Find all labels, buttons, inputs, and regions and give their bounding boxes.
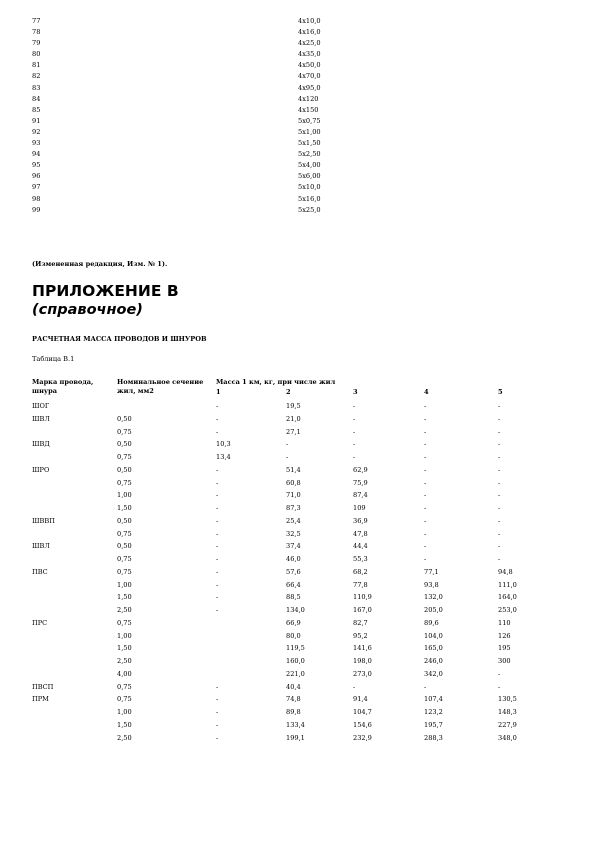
header-section [117,378,203,396]
list-item-code: 97 [32,183,41,192]
list-item-section: 4x25,0 [298,39,321,48]
cell-section: 0,50 [117,516,132,525]
cell-mass-2: 74,8 [286,695,301,704]
list-item-code: 85 [32,105,41,114]
cell-mass-3: 273,0 [353,669,372,678]
cell-mass-1: - [216,695,219,704]
cell-mass-4: 342,0 [424,669,443,678]
header-core-2: 2 [286,388,291,396]
cell-section: 1,50 [117,644,132,653]
cell-mass-2: 66,4 [286,580,301,589]
cell-brand: ПРМ [32,695,49,704]
table-row [0,671,595,684]
table-row [0,505,595,518]
cell-mass-3: 68,2 [353,567,368,576]
cell-mass-1: - [216,580,219,589]
list-item-section: 5x16,0 [298,194,321,203]
list-item-code: 98 [32,194,41,203]
cell-mass-2: - [286,453,289,461]
cell-mass-5: 300 [498,657,511,665]
list-item-section: 4x35,0 [298,50,321,59]
list-item-section: 4x120 [298,94,319,103]
list-item-code: 92 [32,127,41,136]
cell-mass-1: - [216,491,219,500]
cell-mass-3: 167,0 [353,606,372,614]
table-row [0,556,595,569]
cell-mass-1: - [216,529,219,538]
list-item-code: 99 [32,205,41,214]
cell-mass-4: - [424,414,427,423]
table-row [0,441,595,454]
cell-section: 4,00 [117,669,132,678]
list-item-section: 5x4,00 [298,161,321,170]
cell-mass-5: - [498,669,501,678]
cell-mass-1: 13,4 [216,453,231,461]
cell-mass-5: - [498,440,501,449]
list-item-section: 5x2,50 [298,150,321,159]
cell-mass-4: - [424,516,427,525]
cell-mass-4: - [424,555,427,563]
table-row [0,735,595,748]
table-row [0,709,595,722]
header-brand [32,378,93,396]
list-item [32,62,332,73]
cell-mass-5: 227,9 [498,720,517,729]
cell-section: 0,75 [117,695,132,704]
cell-mass-4: - [424,529,427,538]
table-row [0,620,595,633]
header-core-3: 3 [353,388,358,396]
cell-section: 1,00 [117,708,132,716]
list-item [32,18,332,29]
header-brand-line1: Марка провода, [32,378,94,386]
cell-mass-2: 37,4 [286,542,301,551]
cell-mass-5: 110 [498,618,511,627]
cell-mass-1: - [216,427,219,436]
table-row [0,607,595,620]
cell-section: 0,75 [117,478,132,487]
list-item [32,107,332,118]
cell-mass-3: 77,8 [353,580,368,589]
cell-mass-2: 40,4 [286,682,301,691]
table-row [0,569,595,582]
cell-mass-3: 110,9 [353,593,372,602]
list-item-code: 79 [32,39,41,48]
cell-mass-4: 89,6 [424,618,439,627]
list-item [32,140,332,151]
cell-mass-2: 60,8 [286,478,301,487]
list-item-section: 5x1,00 [298,127,321,136]
cell-section: 2,50 [117,657,132,665]
cell-mass-2: 27,1 [286,427,301,436]
cell-mass-4: - [424,440,427,449]
cell-mass-3: 36,9 [353,516,368,525]
cell-mass-3: - [353,440,356,449]
list-item-section: 5x25,0 [298,205,321,214]
cell-mass-5: - [498,414,501,423]
cell-section: 2,50 [117,733,132,742]
cell-mass-5: - [498,682,501,691]
cell-section: 0,75 [117,618,132,627]
cell-mass-4: 104,0 [424,631,443,640]
list-item [32,151,332,162]
cell-mass-3: 44,4 [353,542,368,551]
cell-mass-4: - [424,465,427,474]
cell-mass-4: - [424,453,427,461]
cell-mass-2: 88,5 [286,593,301,602]
list-item-code: 93 [32,139,41,148]
cell-mass-2: 25,4 [286,516,301,525]
header-core-1: 1 [216,388,221,396]
list-item-code: 83 [32,83,41,92]
cell-mass-3: - [353,682,356,691]
cell-mass-2: 221,0 [286,669,305,678]
cell-mass-3: 154,6 [353,720,372,729]
cell-section: 0,75 [117,453,132,461]
cell-section: 1,00 [117,491,132,500]
header-core-4: 4 [424,388,429,396]
table-row [0,467,595,480]
cell-mass-2: 87,3 [286,504,301,512]
cell-mass-5: - [498,465,501,474]
cell-mass-1: - [216,720,219,729]
list-item-code: 80 [32,50,41,59]
cell-brand: ШВЛ [32,542,50,551]
list-item-section: 4x10,0 [298,17,321,25]
table-row [0,658,595,671]
amendment-note: (Измененная редакция, Изм. № 1). [32,260,168,268]
cell-mass-3: 232,9 [353,733,372,742]
cell-mass-1: 10,3 [216,440,231,449]
cell-mass-2: 21,0 [286,414,301,423]
cell-mass-1: - [216,733,219,742]
cell-mass-2: 57,6 [286,567,301,576]
cell-mass-4: - [424,427,427,436]
list-item-code: 77 [32,17,41,25]
list-item-code: 84 [32,94,41,103]
header-brand-line2: шнура [32,387,58,395]
list-item [32,207,332,218]
cell-mass-5: - [498,402,501,410]
list-item-code: 82 [32,72,41,81]
cell-section: 1,50 [117,720,132,729]
mass-table-body [0,403,595,747]
list-item-code: 94 [32,150,41,159]
cell-mass-3: - [353,414,356,423]
cell-mass-1: - [216,478,219,487]
cell-mass-4: 165,0 [424,644,443,653]
cell-mass-4: - [424,478,427,487]
cell-mass-4: 205,0 [424,606,443,614]
cell-section: 2,50 [117,606,132,614]
appendix-title: ПРИЛОЖЕНИЕ В [32,282,179,300]
cell-mass-3: - [353,453,356,461]
cell-section: 0,50 [117,542,132,551]
cell-mass-4: 195,7 [424,720,443,729]
cell-section: 1,00 [117,631,132,640]
cell-section: 0,75 [117,555,132,563]
list-item [32,40,332,51]
list-item [32,85,332,96]
table-label: Таблица В.1 [32,355,75,363]
cell-mass-2: 89,8 [286,708,301,716]
cell-brand: ШОГ [32,402,50,410]
list-item [32,196,332,207]
list-item [32,51,332,62]
cell-mass-3: - [353,402,356,410]
list-item-section: 5x0,75 [298,116,321,125]
cell-mass-2: 71,0 [286,491,301,500]
cell-mass-2: 119,5 [286,644,305,653]
cell-mass-3: 75,9 [353,478,368,487]
list-item-section: 4x70,0 [298,72,321,81]
cell-mass-1: - [216,555,219,563]
header-mass: Масса 1 км, кг, при числе жил [216,378,336,386]
list-item [32,173,332,184]
cell-mass-2: 19,5 [286,402,301,410]
cell-mass-5: 130,5 [498,695,517,704]
list-item [32,184,332,195]
cell-mass-5: 253,0 [498,606,517,614]
header-section-line1: Номинальное сечение [117,378,204,386]
cell-mass-2: 32,5 [286,529,301,538]
table-row [0,416,595,429]
cell-mass-2: 46,0 [286,555,301,563]
cell-mass-5: - [498,504,501,512]
cell-mass-3: 55,3 [353,555,368,563]
list-item-code: 81 [32,61,41,70]
list-item-code: 78 [32,28,41,37]
cell-mass-4: 288,3 [424,733,443,742]
cell-mass-3: - [353,427,356,436]
cell-section: 0,75 [117,529,132,538]
cell-mass-4: 93,8 [424,580,439,589]
table-caption: РАСЧЕТНАЯ МАССА ПРОВОДОВ И ШНУРОВ [32,335,207,343]
cell-mass-5: - [498,516,501,525]
cell-mass-5: - [498,427,501,436]
cell-mass-1: - [216,682,219,691]
list-item-section: 4x50,0 [298,61,321,70]
list-item-section: 5x1,50 [298,139,321,148]
cell-mass-5: 195 [498,644,511,653]
cell-mass-2: 66,9 [286,618,301,627]
cell-mass-1: - [216,708,219,716]
cell-mass-4: - [424,504,427,512]
cell-mass-4: 77,1 [424,567,439,576]
cell-section: 0,50 [117,465,132,474]
cell-brand: ПРС [32,618,48,627]
cell-mass-5: 111,0 [498,580,517,589]
list-item-code: 91 [32,116,41,125]
cell-section: 0,75 [117,427,132,436]
cell-section: 0,50 [117,440,132,449]
cell-mass-4: - [424,542,427,551]
table-row [0,429,595,442]
cell-mass-4: - [424,491,427,500]
list-item [32,118,332,129]
list-item-section: 4x150 [298,105,319,114]
list-item-section: 4x95,0 [298,83,321,92]
cell-mass-5: - [498,529,501,538]
cell-mass-3: 82,7 [353,618,368,627]
list-item [32,29,332,40]
cell-mass-2: 51,4 [286,465,301,474]
cell-mass-2: 80,0 [286,631,301,640]
cell-mass-3: 91,4 [353,695,368,704]
cell-mass-1: - [216,402,219,410]
cell-mass-1: - [216,516,219,525]
cell-mass-3: 198,0 [353,657,372,665]
cell-mass-2: - [286,440,289,449]
appendix-subtitle: (справочное) [32,302,143,318]
cell-brand: ШРО [32,465,50,474]
header-section-line2: жил, мм2 [117,387,154,395]
cell-mass-5: - [498,478,501,487]
cell-mass-5: - [498,453,501,461]
cell-mass-2: 134,0 [286,606,305,614]
list-item-code: 95 [32,161,41,170]
cell-section: 1,50 [117,593,132,602]
cell-brand: ШВЛ [32,414,50,423]
cell-mass-5: - [498,491,501,500]
cell-section: 0,75 [117,682,132,691]
cell-mass-5: - [498,555,501,563]
cell-mass-4: - [424,402,427,410]
cell-brand: ШВД [32,440,50,449]
cell-brand: ПВС [32,567,48,576]
cell-mass-1: - [216,567,219,576]
table-row [0,454,595,467]
cell-section: 1,50 [117,504,132,512]
cell-mass-3: 95,2 [353,631,368,640]
cell-section: 0,50 [117,414,132,423]
table-row [0,403,595,416]
cell-mass-1: - [216,606,219,614]
cell-mass-3: 47,8 [353,529,368,538]
list-item [32,162,332,173]
cell-mass-1: - [216,504,219,512]
list-item-section: 4x16,0 [298,28,321,37]
header-core-5: 5 [498,388,503,396]
cell-mass-1: - [216,465,219,474]
cell-mass-5: 126 [498,631,511,640]
cell-mass-1: - [216,414,219,423]
cell-mass-3: 141,6 [353,644,372,653]
table-row [0,722,595,735]
cell-section: 0,75 [117,567,132,576]
cell-mass-5: 148,3 [498,708,517,716]
list-item-section: 5x10,0 [298,183,321,192]
cell-mass-2: 199,1 [286,733,305,742]
cell-mass-4: 132,0 [424,593,443,602]
cell-section: 1,00 [117,580,132,589]
cell-mass-1: - [216,542,219,551]
cell-mass-5: 348,0 [498,733,517,742]
cell-mass-3: 87,4 [353,491,368,500]
list-item-code: 96 [32,172,41,181]
list-item [32,129,332,140]
cell-mass-4: 123,2 [424,708,443,716]
cell-mass-4: 246,0 [424,657,443,665]
cell-mass-3: 62,9 [353,465,368,474]
list-item-section: 5x6,00 [298,172,321,181]
cell-brand: ШВВП [32,516,55,525]
list-item [32,96,332,107]
cell-mass-3: 104,7 [353,708,372,716]
cell-mass-1: - [216,593,219,602]
cell-mass-4: - [424,682,427,691]
cell-mass-5: 94,8 [498,567,513,576]
cell-mass-5: - [498,542,501,551]
cell-mass-5: 164,0 [498,593,517,602]
cell-mass-4: 107,4 [424,695,443,704]
cell-mass-2: 160,0 [286,657,305,665]
cell-mass-3: 109 [353,504,366,512]
list-item [32,73,332,84]
top-code-list [32,18,332,218]
cell-mass-2: 133,4 [286,720,305,729]
cell-brand: ПВСП [32,682,54,691]
table-row [0,518,595,531]
